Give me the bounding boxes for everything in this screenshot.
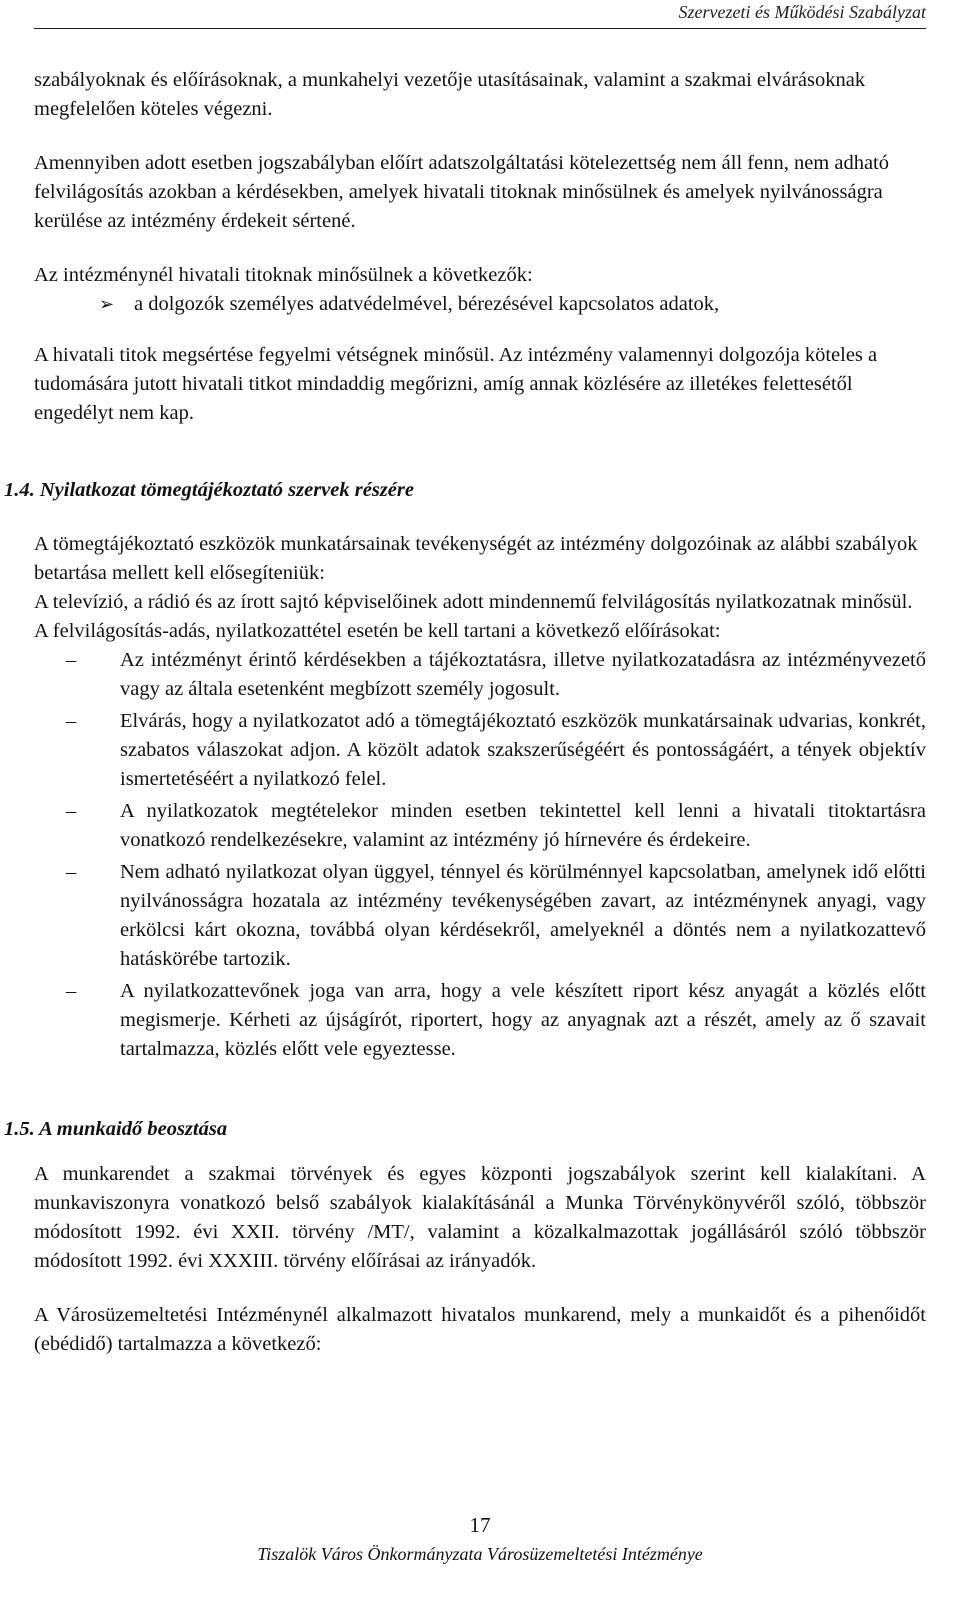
list-item xyxy=(34,858,926,974)
list-item-text: Nem adható nyilatkozat olyan üggyel, ténnyel és körülménnyel kapcsolatban, amelynek idő előtti nyilvánosságra hozatala az intézmény tevékenységében zavart, az intézménynek anyagi, vagy erkölcsi kárt okozna, továbbá olyan kérdésekről, amelyeknél a döntés nem a nyilatkozattevő hatáskörébe tartozik. xyxy=(120,861,926,970)
list-item xyxy=(34,797,926,855)
page-number: 17 xyxy=(469,1513,491,1537)
list-item xyxy=(34,646,926,704)
arrow-bullet-icon: ➢ xyxy=(99,294,115,314)
section-heading-1-4: 1.4. Nyilatkozat tömegtájékoztató szervek részére xyxy=(4,479,414,501)
page-footer xyxy=(0,1512,960,1566)
list-item xyxy=(34,707,926,794)
section-heading-1-5: 1.5. A munkaidő beosztása xyxy=(4,1118,228,1140)
dash-bullet-icon: – xyxy=(66,800,77,822)
list-item-text: Elvárás, hogy a nyilatkozatot adó a tömegtájékoztató eszközök munkatársainak udvarias, konkrét, szabatos válaszokat adjon. A közölt adatok szakszerűségéért és pontosságáért, a tények objektív ismertetéséért a nyilatkozó felel. xyxy=(120,710,926,790)
list-item-text: A nyilatkozatok megtételekor minden esetben tekintettel kell lenni a hivatali titoktartásra vonatkozó rendelkezésekre, valamint az intézmény jó hírnevére és érdekeire. xyxy=(120,800,926,851)
paragraph-9: A Városüzemeltetési Intézménynél alkalmazott hivatalos munkarend, mely a munkaidőt és a pihenőidőt (ebédidő) tartalmazza a következő: xyxy=(34,1304,926,1355)
list-item xyxy=(34,290,926,319)
dash-bullet-icon: – xyxy=(66,649,77,671)
paragraph-2: Amennyiben adott esetben jogszabályban előírt adatszolgáltatási kötelezettség nem áll fenn, nem adható felvilágosítás azokban a kérdésekben, amelyek hivatali titoknak minősülnek és amelyek nyilvánosságra kerülése az intézmény érdekeit sértené. xyxy=(34,152,890,232)
paragraph-4: A hivatali titok megsértése fegyelmi vétségnek minősül. Az intézmény valamennyi dolgozója köteles a tudomására jutott hivatali titkot mindaddig megőrizni, amíg annak közlésére az illetékes felettesétől engedélyt nem kap. xyxy=(34,344,878,424)
dash-bullet-icon: – xyxy=(66,980,77,1002)
list-item xyxy=(34,977,926,1064)
list-item-text: a dolgozók személyes adatvédelmével, bérezésével kapcsolatos adatok, xyxy=(134,293,720,315)
paragraph-5: A tömegtájékoztató eszközök munkatársainak tevékenységét az intézmény dolgozóinak az alábbi szabályok betartása mellett kell elősegíteniük: xyxy=(34,533,918,584)
institution-name: Tiszalök Város Önkormányzata Városüzemeltetési Intézménye xyxy=(257,1544,703,1564)
document-title: Szervezeti és Működési Szabályzat xyxy=(678,2,926,22)
rules-list xyxy=(34,646,926,1064)
dash-bullet-icon: – xyxy=(66,861,77,883)
list-item-text: A nyilatkozattevőnek joga van arra, hogy a vele készített riport kész anyagát a közlés előtt megismerje. Kérheti az újságírót, riportert, hogy az anyagnak azt a részét, amely az ő szavait tartalmazza, közlés előtt vele egyeztesse. xyxy=(120,980,926,1060)
confidential-list xyxy=(34,290,926,319)
dash-bullet-icon: – xyxy=(66,710,77,732)
paragraph-1: szabályoknak és előírásoknak, a munkahelyi vezetője utasításainak, valamint a szakmai elvárásoknak megfelelően köteles végezni. xyxy=(34,69,866,120)
paragraph-3: Az intézménynél hivatali titoknak minősülnek a következők: xyxy=(34,264,533,286)
paragraph-7: A felvilágosítás-adás, nyilatkozattétel esetén be kell tartani a következő előírásokat: xyxy=(34,620,721,642)
paragraph-8: A munkarendet a szakmai törvények és egyes központi jogszabályok szerint kell kialakítani. A munkaviszonyra vonatkozó belső szabályok kialakításánál a Munka Törvénykönyvéről szóló, többször módosított 1992. évi XXII. törvény /MT/, valamint a közalkalmazottak jogállásáról szóló többször módosított 1992. évi XXXIII. törvény előírásai az irányadók. xyxy=(34,1163,926,1272)
list-item-text: Az intézményt érintő kérdésekben a tájékoztatásra, illetve nyilatkozatadásra az intézményvezető vagy az általa esetenként megbízott személy jogosult. xyxy=(120,649,926,700)
paragraph-6: A televízió, a rádió és az írott sajtó képviselőinek adott mindennemű felvilágosítás nyilatkozatnak minősül. xyxy=(34,591,913,613)
document-body xyxy=(4,66,926,1359)
page-header xyxy=(34,0,926,29)
